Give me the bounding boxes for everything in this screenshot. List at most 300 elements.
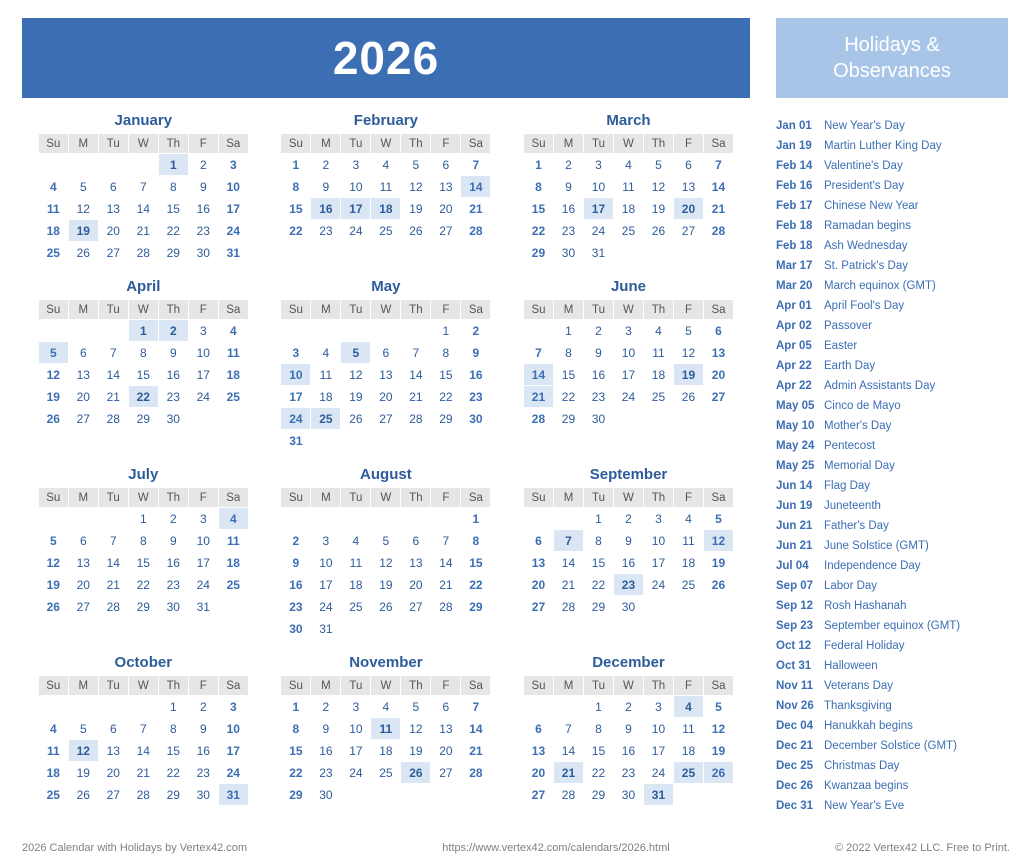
day-cell[interactable]: 14 (703, 176, 733, 198)
day-cell[interactable]: 2 (583, 320, 613, 342)
day-cell[interactable]: 30 (613, 784, 643, 806)
day-cell[interactable]: 17 (188, 552, 218, 574)
day-cell[interactable]: 17 (218, 198, 248, 220)
day-cell[interactable]: 12 (38, 364, 68, 386)
day-cell[interactable]: 2 (311, 696, 341, 718)
day-cell[interactable]: 30 (158, 596, 188, 618)
day-cell[interactable]: 22 (583, 574, 613, 596)
day-cell[interactable]: 29 (158, 242, 188, 264)
day-cell[interactable]: 5 (401, 154, 431, 176)
day-cell[interactable]: 15 (553, 364, 583, 386)
day-cell[interactable]: 27 (523, 596, 553, 618)
day-cell[interactable]: 27 (431, 762, 461, 784)
day-cell[interactable]: 10 (311, 552, 341, 574)
day-cell[interactable]: 14 (128, 740, 158, 762)
day-cell[interactable]: 31 (281, 430, 311, 452)
day-cell[interactable]: 24 (218, 762, 248, 784)
day-cell[interactable]: 1 (128, 508, 158, 530)
day-cell[interactable]: 12 (643, 176, 673, 198)
day-cell[interactable]: 28 (128, 784, 158, 806)
day-cell[interactable]: 29 (128, 596, 158, 618)
day-cell[interactable]: 23 (583, 386, 613, 408)
day-cell[interactable]: 3 (613, 320, 643, 342)
day-cell[interactable]: 2 (188, 696, 218, 718)
day-cell[interactable]: 4 (341, 530, 371, 552)
day-cell[interactable]: 8 (523, 176, 553, 198)
day-cell[interactable]: 7 (553, 718, 583, 740)
day-cell[interactable]: 16 (553, 198, 583, 220)
day-cell[interactable]: 30 (461, 408, 491, 430)
day-cell[interactable]: 11 (371, 718, 401, 740)
day-cell[interactable]: 6 (371, 342, 401, 364)
day-cell[interactable]: 18 (673, 552, 703, 574)
day-cell[interactable]: 31 (643, 784, 673, 806)
day-cell[interactable]: 16 (461, 364, 491, 386)
day-cell[interactable]: 23 (311, 220, 341, 242)
day-cell[interactable]: 10 (643, 530, 673, 552)
day-cell[interactable]: 12 (703, 530, 733, 552)
day-cell[interactable]: 13 (523, 552, 553, 574)
day-cell[interactable]: 4 (38, 176, 68, 198)
day-cell[interactable]: 24 (341, 220, 371, 242)
day-cell[interactable]: 3 (643, 696, 673, 718)
day-cell[interactable]: 19 (673, 364, 703, 386)
day-cell[interactable]: 14 (431, 552, 461, 574)
day-cell[interactable]: 2 (281, 530, 311, 552)
day-cell[interactable]: 13 (431, 176, 461, 198)
day-cell[interactable]: 13 (98, 198, 128, 220)
day-cell[interactable]: 28 (553, 784, 583, 806)
day-cell[interactable]: 6 (523, 718, 553, 740)
day-cell[interactable]: 27 (673, 220, 703, 242)
day-cell[interactable]: 29 (583, 596, 613, 618)
day-cell[interactable]: 17 (341, 198, 371, 220)
day-cell[interactable]: 16 (158, 552, 188, 574)
day-cell[interactable]: 1 (461, 508, 491, 530)
day-cell[interactable]: 11 (218, 530, 248, 552)
day-cell[interactable]: 29 (461, 596, 491, 618)
day-cell[interactable]: 6 (523, 530, 553, 552)
day-cell[interactable]: 5 (38, 342, 68, 364)
day-cell[interactable]: 26 (703, 574, 733, 596)
day-cell[interactable]: 15 (583, 552, 613, 574)
day-cell[interactable]: 15 (128, 552, 158, 574)
day-cell[interactable]: 14 (553, 740, 583, 762)
day-cell[interactable]: 29 (281, 784, 311, 806)
day-cell[interactable]: 8 (281, 176, 311, 198)
day-cell[interactable]: 22 (281, 220, 311, 242)
day-cell[interactable]: 17 (583, 198, 613, 220)
day-cell[interactable]: 11 (643, 342, 673, 364)
day-cell[interactable]: 8 (553, 342, 583, 364)
day-cell[interactable]: 6 (98, 176, 128, 198)
day-cell[interactable]: 22 (553, 386, 583, 408)
day-cell[interactable]: 24 (583, 220, 613, 242)
day-cell[interactable]: 20 (703, 364, 733, 386)
day-cell[interactable]: 7 (128, 176, 158, 198)
day-cell[interactable]: 9 (311, 718, 341, 740)
day-cell[interactable]: 26 (673, 386, 703, 408)
day-cell[interactable]: 14 (553, 552, 583, 574)
day-cell[interactable]: 12 (673, 342, 703, 364)
day-cell[interactable]: 13 (68, 364, 98, 386)
day-cell[interactable]: 25 (341, 596, 371, 618)
day-cell[interactable]: 9 (613, 530, 643, 552)
day-cell[interactable]: 15 (128, 364, 158, 386)
day-cell[interactable]: 2 (158, 320, 188, 342)
day-cell[interactable]: 12 (68, 740, 98, 762)
day-cell[interactable]: 27 (98, 784, 128, 806)
day-cell[interactable]: 16 (158, 364, 188, 386)
day-cell[interactable]: 12 (68, 198, 98, 220)
day-cell[interactable]: 10 (341, 176, 371, 198)
day-cell[interactable]: 5 (703, 508, 733, 530)
day-cell[interactable]: 28 (523, 408, 553, 430)
day-cell[interactable]: 26 (38, 408, 68, 430)
day-cell[interactable]: 29 (128, 408, 158, 430)
footer-center[interactable]: https://www.vertex42.com/calendars/2026.html (442, 842, 670, 854)
day-cell[interactable]: 23 (158, 574, 188, 596)
day-cell[interactable]: 2 (188, 154, 218, 176)
day-cell[interactable]: 11 (38, 198, 68, 220)
day-cell[interactable]: 19 (401, 198, 431, 220)
day-cell[interactable]: 28 (553, 596, 583, 618)
day-cell[interactable]: 22 (523, 220, 553, 242)
day-cell[interactable]: 29 (523, 242, 553, 264)
day-cell[interactable]: 22 (281, 762, 311, 784)
day-cell[interactable]: 21 (553, 762, 583, 784)
day-cell[interactable]: 18 (311, 386, 341, 408)
day-cell[interactable]: 20 (98, 762, 128, 784)
day-cell[interactable]: 19 (68, 762, 98, 784)
day-cell[interactable]: 12 (401, 718, 431, 740)
day-cell[interactable]: 28 (128, 242, 158, 264)
day-cell[interactable]: 18 (218, 364, 248, 386)
day-cell[interactable]: 30 (553, 242, 583, 264)
day-cell[interactable]: 26 (341, 408, 371, 430)
day-cell[interactable]: 24 (341, 762, 371, 784)
day-cell[interactable]: 20 (673, 198, 703, 220)
day-cell[interactable]: 9 (311, 176, 341, 198)
day-cell[interactable]: 17 (613, 364, 643, 386)
day-cell[interactable]: 21 (431, 574, 461, 596)
day-cell[interactable]: 3 (218, 696, 248, 718)
day-cell[interactable]: 10 (188, 342, 218, 364)
day-cell[interactable]: 14 (461, 718, 491, 740)
day-cell[interactable]: 9 (281, 552, 311, 574)
day-cell[interactable]: 10 (643, 718, 673, 740)
day-cell[interactable]: 1 (158, 154, 188, 176)
day-cell[interactable]: 4 (371, 154, 401, 176)
day-cell[interactable]: 9 (188, 718, 218, 740)
day-cell[interactable]: 13 (401, 552, 431, 574)
day-cell[interactable]: 21 (553, 574, 583, 596)
day-cell[interactable]: 25 (613, 220, 643, 242)
day-cell[interactable]: 29 (431, 408, 461, 430)
day-cell[interactable]: 17 (281, 386, 311, 408)
day-cell[interactable]: 31 (188, 596, 218, 618)
day-cell[interactable]: 19 (643, 198, 673, 220)
day-cell[interactable]: 21 (461, 740, 491, 762)
day-cell[interactable]: 25 (673, 762, 703, 784)
day-cell[interactable]: 18 (218, 552, 248, 574)
day-cell[interactable]: 2 (613, 508, 643, 530)
day-cell[interactable]: 27 (371, 408, 401, 430)
day-cell[interactable]: 20 (523, 762, 553, 784)
day-cell[interactable]: 22 (158, 220, 188, 242)
day-cell[interactable]: 31 (311, 618, 341, 640)
day-cell[interactable]: 4 (643, 320, 673, 342)
day-cell[interactable]: 5 (341, 342, 371, 364)
day-cell[interactable]: 23 (188, 220, 218, 242)
day-cell[interactable]: 9 (158, 530, 188, 552)
day-cell[interactable]: 21 (128, 762, 158, 784)
day-cell[interactable]: 5 (68, 176, 98, 198)
day-cell[interactable]: 17 (188, 364, 218, 386)
day-cell[interactable]: 17 (341, 740, 371, 762)
day-cell[interactable]: 3 (311, 530, 341, 552)
day-cell[interactable]: 7 (401, 342, 431, 364)
day-cell[interactable]: 9 (158, 342, 188, 364)
day-cell[interactable]: 21 (98, 386, 128, 408)
day-cell[interactable]: 7 (703, 154, 733, 176)
day-cell[interactable]: 6 (98, 718, 128, 740)
day-cell[interactable]: 1 (583, 696, 613, 718)
day-cell[interactable]: 4 (311, 342, 341, 364)
day-cell[interactable]: 26 (703, 762, 733, 784)
day-cell[interactable]: 16 (583, 364, 613, 386)
day-cell[interactable]: 8 (431, 342, 461, 364)
day-cell[interactable]: 6 (68, 342, 98, 364)
day-cell[interactable]: 10 (613, 342, 643, 364)
day-cell[interactable]: 28 (98, 596, 128, 618)
day-cell[interactable]: 3 (281, 342, 311, 364)
day-cell[interactable]: 25 (218, 574, 248, 596)
day-cell[interactable]: 27 (401, 596, 431, 618)
day-cell[interactable]: 21 (703, 198, 733, 220)
day-cell[interactable]: 15 (158, 198, 188, 220)
day-cell[interactable]: 20 (431, 198, 461, 220)
day-cell[interactable]: 30 (583, 408, 613, 430)
day-cell[interactable]: 9 (613, 718, 643, 740)
day-cell[interactable]: 1 (158, 696, 188, 718)
day-cell[interactable]: 2 (311, 154, 341, 176)
day-cell[interactable]: 11 (673, 718, 703, 740)
day-cell[interactable]: 28 (401, 408, 431, 430)
day-cell[interactable]: 1 (128, 320, 158, 342)
day-cell[interactable]: 7 (523, 342, 553, 364)
day-cell[interactable]: 8 (158, 718, 188, 740)
day-cell[interactable]: 13 (68, 552, 98, 574)
day-cell[interactable]: 2 (461, 320, 491, 342)
day-cell[interactable]: 16 (311, 198, 341, 220)
day-cell[interactable]: 16 (613, 552, 643, 574)
day-cell[interactable]: 12 (371, 552, 401, 574)
day-cell[interactable]: 7 (461, 696, 491, 718)
day-cell[interactable]: 28 (431, 596, 461, 618)
day-cell[interactable]: 8 (583, 718, 613, 740)
day-cell[interactable]: 18 (38, 220, 68, 242)
day-cell[interactable]: 20 (68, 386, 98, 408)
day-cell[interactable]: 4 (613, 154, 643, 176)
day-cell[interactable]: 9 (583, 342, 613, 364)
day-cell[interactable]: 28 (703, 220, 733, 242)
day-cell[interactable]: 9 (553, 176, 583, 198)
day-cell[interactable]: 5 (38, 530, 68, 552)
day-cell[interactable]: 6 (401, 530, 431, 552)
day-cell[interactable]: 25 (643, 386, 673, 408)
day-cell[interactable]: 25 (218, 386, 248, 408)
day-cell[interactable]: 5 (703, 696, 733, 718)
day-cell[interactable]: 14 (98, 364, 128, 386)
day-cell[interactable]: 13 (431, 718, 461, 740)
day-cell[interactable]: 7 (461, 154, 491, 176)
day-cell[interactable]: 26 (38, 596, 68, 618)
day-cell[interactable]: 3 (643, 508, 673, 530)
day-cell[interactable]: 11 (341, 552, 371, 574)
day-cell[interactable]: 31 (583, 242, 613, 264)
day-cell[interactable]: 21 (523, 386, 553, 408)
day-cell[interactable]: 14 (523, 364, 553, 386)
day-cell[interactable]: 24 (311, 596, 341, 618)
day-cell[interactable]: 21 (128, 220, 158, 242)
day-cell[interactable]: 6 (431, 154, 461, 176)
day-cell[interactable]: 24 (643, 574, 673, 596)
day-cell[interactable]: 7 (553, 530, 583, 552)
day-cell[interactable]: 28 (98, 408, 128, 430)
day-cell[interactable]: 12 (38, 552, 68, 574)
day-cell[interactable]: 27 (703, 386, 733, 408)
day-cell[interactable]: 20 (371, 386, 401, 408)
day-cell[interactable]: 30 (188, 242, 218, 264)
day-cell[interactable]: 5 (371, 530, 401, 552)
day-cell[interactable]: 1 (281, 696, 311, 718)
day-cell[interactable]: 17 (218, 740, 248, 762)
day-cell[interactable]: 17 (311, 574, 341, 596)
day-cell[interactable]: 22 (128, 386, 158, 408)
day-cell[interactable]: 4 (218, 320, 248, 342)
day-cell[interactable]: 24 (218, 220, 248, 242)
day-cell[interactable]: 30 (281, 618, 311, 640)
day-cell[interactable]: 11 (371, 176, 401, 198)
day-cell[interactable]: 14 (98, 552, 128, 574)
day-cell[interactable]: 19 (371, 574, 401, 596)
day-cell[interactable]: 3 (341, 696, 371, 718)
day-cell[interactable]: 18 (643, 364, 673, 386)
day-cell[interactable]: 23 (188, 762, 218, 784)
day-cell[interactable]: 6 (673, 154, 703, 176)
day-cell[interactable]: 27 (98, 242, 128, 264)
day-cell[interactable]: 25 (673, 574, 703, 596)
day-cell[interactable]: 18 (371, 740, 401, 762)
day-cell[interactable]: 21 (461, 198, 491, 220)
day-cell[interactable]: 13 (98, 740, 128, 762)
day-cell[interactable]: 3 (218, 154, 248, 176)
day-cell[interactable]: 4 (673, 696, 703, 718)
day-cell[interactable]: 11 (673, 530, 703, 552)
day-cell[interactable]: 10 (281, 364, 311, 386)
day-cell[interactable]: 10 (583, 176, 613, 198)
day-cell[interactable]: 10 (218, 176, 248, 198)
day-cell[interactable]: 16 (311, 740, 341, 762)
day-cell[interactable]: 21 (401, 386, 431, 408)
day-cell[interactable]: 30 (188, 784, 218, 806)
day-cell[interactable]: 10 (341, 718, 371, 740)
day-cell[interactable]: 15 (583, 740, 613, 762)
day-cell[interactable]: 14 (461, 176, 491, 198)
day-cell[interactable]: 25 (311, 408, 341, 430)
day-cell[interactable]: 22 (128, 574, 158, 596)
day-cell[interactable]: 6 (703, 320, 733, 342)
day-cell[interactable]: 5 (68, 718, 98, 740)
day-cell[interactable]: 10 (218, 718, 248, 740)
day-cell[interactable]: 27 (431, 220, 461, 242)
day-cell[interactable]: 6 (431, 696, 461, 718)
day-cell[interactable]: 7 (431, 530, 461, 552)
day-cell[interactable]: 29 (583, 784, 613, 806)
day-cell[interactable]: 19 (38, 574, 68, 596)
day-cell[interactable]: 24 (188, 386, 218, 408)
day-cell[interactable]: 4 (38, 718, 68, 740)
day-cell[interactable]: 26 (401, 762, 431, 784)
day-cell[interactable]: 16 (281, 574, 311, 596)
day-cell[interactable]: 4 (371, 696, 401, 718)
day-cell[interactable]: 19 (341, 386, 371, 408)
day-cell[interactable]: 23 (281, 596, 311, 618)
day-cell[interactable]: 30 (311, 784, 341, 806)
day-cell[interactable]: 18 (673, 740, 703, 762)
day-cell[interactable]: 24 (281, 408, 311, 430)
day-cell[interactable]: 11 (311, 364, 341, 386)
day-cell[interactable]: 7 (98, 530, 128, 552)
day-cell[interactable]: 15 (523, 198, 553, 220)
day-cell[interactable]: 26 (401, 220, 431, 242)
day-cell[interactable]: 26 (68, 784, 98, 806)
day-cell[interactable]: 18 (38, 762, 68, 784)
day-cell[interactable]: 26 (643, 220, 673, 242)
day-cell[interactable]: 1 (431, 320, 461, 342)
day-cell[interactable]: 22 (583, 762, 613, 784)
day-cell[interactable]: 17 (643, 552, 673, 574)
day-cell[interactable]: 16 (188, 740, 218, 762)
day-cell[interactable]: 15 (431, 364, 461, 386)
day-cell[interactable]: 23 (311, 762, 341, 784)
day-cell[interactable]: 27 (523, 784, 553, 806)
day-cell[interactable]: 23 (613, 574, 643, 596)
day-cell[interactable]: 29 (158, 784, 188, 806)
day-cell[interactable]: 19 (38, 386, 68, 408)
day-cell[interactable]: 3 (341, 154, 371, 176)
day-cell[interactable]: 13 (371, 364, 401, 386)
day-cell[interactable]: 8 (461, 530, 491, 552)
day-cell[interactable]: 1 (523, 154, 553, 176)
day-cell[interactable]: 15 (158, 740, 188, 762)
day-cell[interactable]: 16 (613, 740, 643, 762)
day-cell[interactable]: 12 (341, 364, 371, 386)
day-cell[interactable]: 19 (401, 740, 431, 762)
day-cell[interactable]: 15 (281, 740, 311, 762)
day-cell[interactable]: 3 (583, 154, 613, 176)
day-cell[interactable]: 15 (461, 552, 491, 574)
day-cell[interactable]: 8 (281, 718, 311, 740)
day-cell[interactable]: 5 (401, 696, 431, 718)
day-cell[interactable]: 26 (371, 596, 401, 618)
day-cell[interactable]: 20 (523, 574, 553, 596)
day-cell[interactable]: 27 (68, 596, 98, 618)
day-cell[interactable]: 2 (613, 696, 643, 718)
day-cell[interactable]: 22 (431, 386, 461, 408)
day-cell[interactable]: 25 (371, 762, 401, 784)
